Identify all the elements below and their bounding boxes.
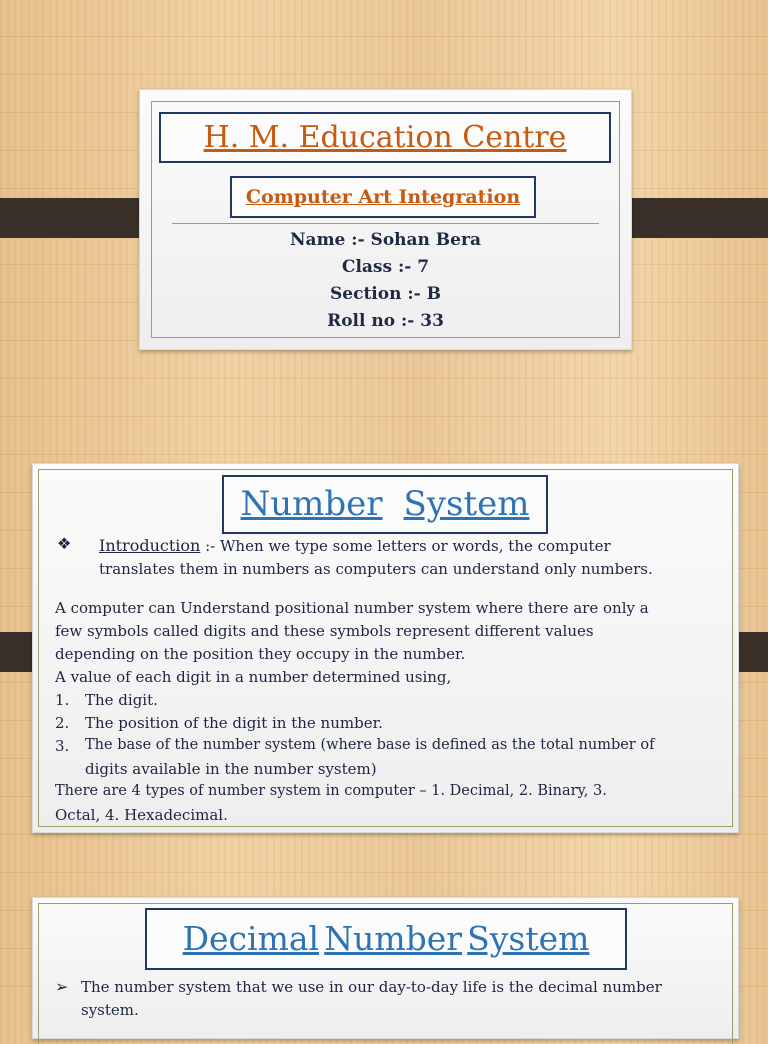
decimal-line-1: The number system that we use in our day-to-day life is the decimal number — [81, 978, 662, 996]
intro-line-2: translates them in numbers as computers can understand only numbers. — [99, 560, 653, 578]
list-num-1: 1. — [55, 691, 70, 709]
right-ribbon-1 — [612, 198, 768, 238]
para-line-1: A computer can Understand positional number system where there are only a — [55, 599, 649, 617]
decimal-title-box — [145, 908, 627, 970]
diamond-bullet-icon: ❖ — [57, 534, 72, 553]
title-slide-frame — [151, 101, 620, 338]
decimal-slide — [32, 897, 739, 1039]
title-word-number-2: Number — [324, 919, 463, 958]
title-word-decimal: Decimal — [182, 919, 320, 958]
intro-label: Introduction — [99, 536, 201, 555]
title-word-system: System — [403, 484, 530, 524]
para-line-2: few symbols called digits and these symbols represent different values — [55, 622, 594, 640]
list-item-1: The digit. — [85, 691, 158, 709]
decimal-line-2: system. — [81, 1001, 139, 1019]
list-item-3-cont: digits available in the number system) — [85, 760, 377, 778]
list-num-2: 2. — [55, 714, 70, 732]
arrow-bullet-icon: ➢ — [55, 977, 69, 996]
divider — [172, 223, 599, 224]
student-class: Class :- 7 — [341, 257, 430, 277]
list-item-3: The base of the number system (where base is defined as the total number of — [85, 737, 655, 753]
title-word-number: Number — [240, 484, 383, 524]
school-title-box — [159, 112, 611, 163]
subtitle: Computer Art Integration — [245, 186, 521, 208]
types-line-1: There are 4 types of number system in computer – 1. Decimal, 2. Binary, 3. — [55, 783, 607, 799]
student-roll: Roll no :- 33 — [327, 311, 444, 331]
student-section: Section :- B — [330, 284, 441, 304]
title-word-system-2: System — [467, 919, 590, 958]
number-system-slide — [32, 463, 739, 833]
student-name: Name :- Sohan Bera — [290, 230, 481, 250]
number-system-title-box — [222, 475, 548, 534]
para-line-4: A value of each digit in a number determined using, — [55, 668, 452, 686]
left-ribbon-1 — [0, 198, 156, 238]
list-num-3: 3. — [55, 737, 70, 755]
para-line-3: depending on the position they occupy in the number. — [55, 645, 466, 663]
title-slide — [139, 89, 632, 350]
list-item-2: The position of the digit in the number. — [85, 714, 383, 732]
intro-line-1 — [99, 536, 611, 555]
types-line-2: Octal, 4. Hexadecimal. — [55, 806, 228, 824]
intro-text-1: :- When we type some letters or words, the computer — [200, 537, 611, 555]
subtitle-box — [230, 176, 536, 218]
school-title: H. M. Education Centre — [203, 120, 567, 155]
